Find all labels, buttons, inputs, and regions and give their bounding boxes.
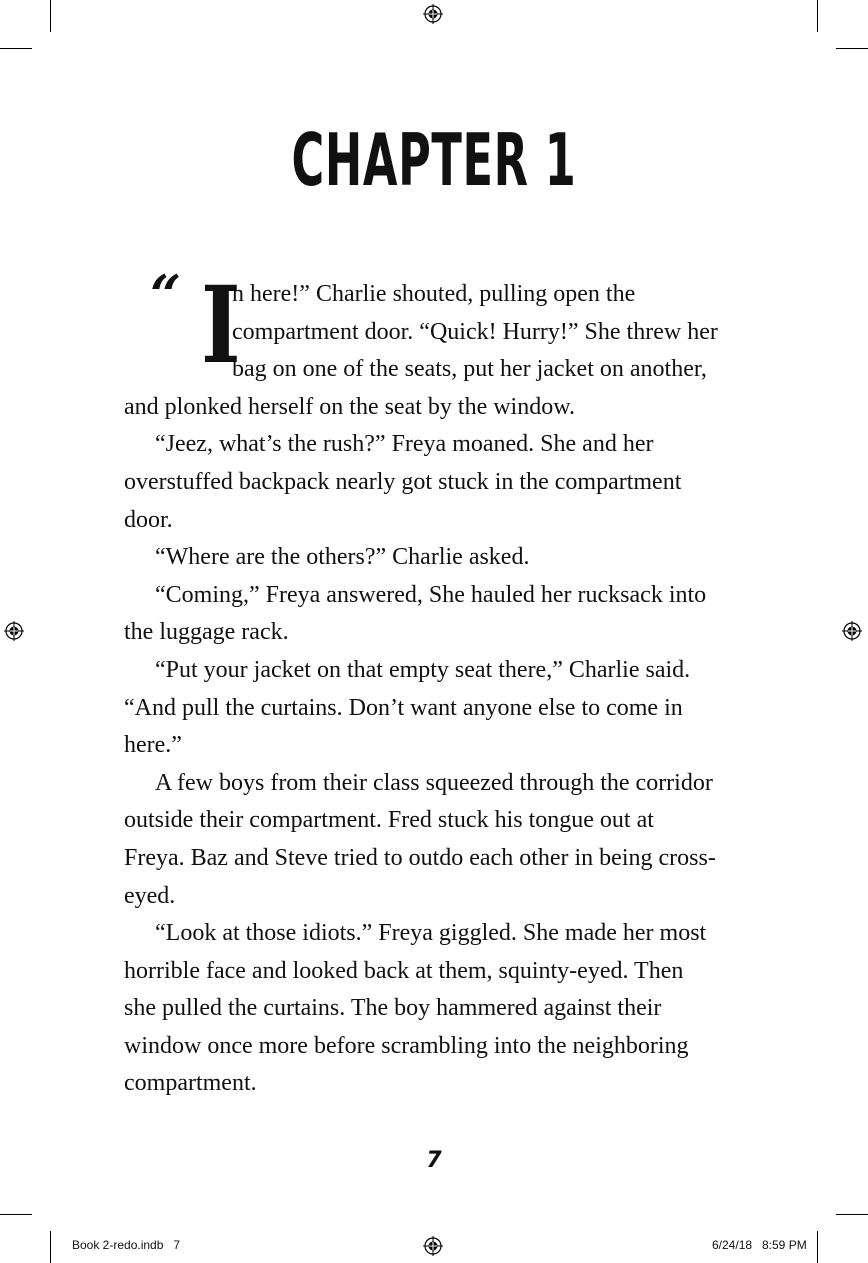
text-line: compartment. [124, 1070, 257, 1097]
crop-mark [836, 48, 868, 49]
text-line: she pulled the curtains. The boy hammered against their [124, 995, 662, 1022]
chapter-title: CHAPTER 1 [291, 118, 577, 202]
crop-mark [817, 0, 818, 32]
crop-mark [50, 0, 51, 32]
chapter-body [124, 276, 749, 1103]
crop-mark [0, 1214, 32, 1215]
text-line: “Look at those idiots.” Freya giggled. She made her most [155, 920, 707, 947]
text-line: n here!” Charlie shouted, pulling open the [232, 281, 636, 307]
text-line: “And pull the curtains. Don’t want anyone else to come in [124, 694, 683, 721]
slug-file: Book 2-redo.indb 7 [72, 1238, 181, 1252]
registration-mark-icon [423, 1236, 443, 1256]
slug-time: 8:59 PM [762, 1238, 807, 1252]
text-line: the luggage rack. [124, 619, 289, 646]
text-line: horrible face and looked back at them, squinty-eyed. Then [124, 957, 684, 984]
text-line: “Put your jacket on that empty seat there,” Charlie said. [155, 656, 691, 683]
text-line: eyed. [124, 882, 176, 909]
crop-mark [817, 1231, 818, 1263]
crop-mark [50, 1231, 51, 1263]
text-line: Freya. Baz and Steve tried to outdo each other in being cross- [124, 844, 716, 871]
text-line: outside their compartment. Fred stuck his tongue out at [124, 807, 654, 834]
text-line: overstuffed backpack nearly got stuck in the compartment [124, 468, 682, 495]
text-line: “Jeez, what’s the rush?” Freya moaned. She and her [155, 431, 654, 458]
dropcap-quote: “ [150, 263, 182, 327]
text-line: door. [124, 506, 173, 533]
registration-mark-icon [423, 4, 443, 24]
text-line: compartment door. “Quick! Hurry!” She threw her [232, 318, 718, 345]
page-number: 7 [426, 1148, 442, 1173]
text-line: window once more before scrambling into the neighboring [124, 1032, 689, 1059]
text-line: and plonked herself on the seat by the window. [124, 393, 575, 420]
slug-date: 6/24/18 [712, 1238, 753, 1252]
text-line: here.” [124, 732, 182, 759]
dropcap-letter: I [200, 262, 241, 387]
crop-mark [0, 48, 32, 49]
text-line: A few boys from their class squeezed through the corridor [155, 769, 713, 796]
registration-mark-icon [4, 621, 24, 641]
text-line: “Where are the others?” Charlie asked. [155, 544, 530, 571]
registration-mark-icon [842, 621, 862, 641]
text-line: bag on one of the seats, put her jacket on another, [232, 356, 707, 383]
crop-mark [836, 1214, 868, 1215]
text-line: “Coming,” Freya answered, She hauled her rucksack into [155, 581, 707, 608]
